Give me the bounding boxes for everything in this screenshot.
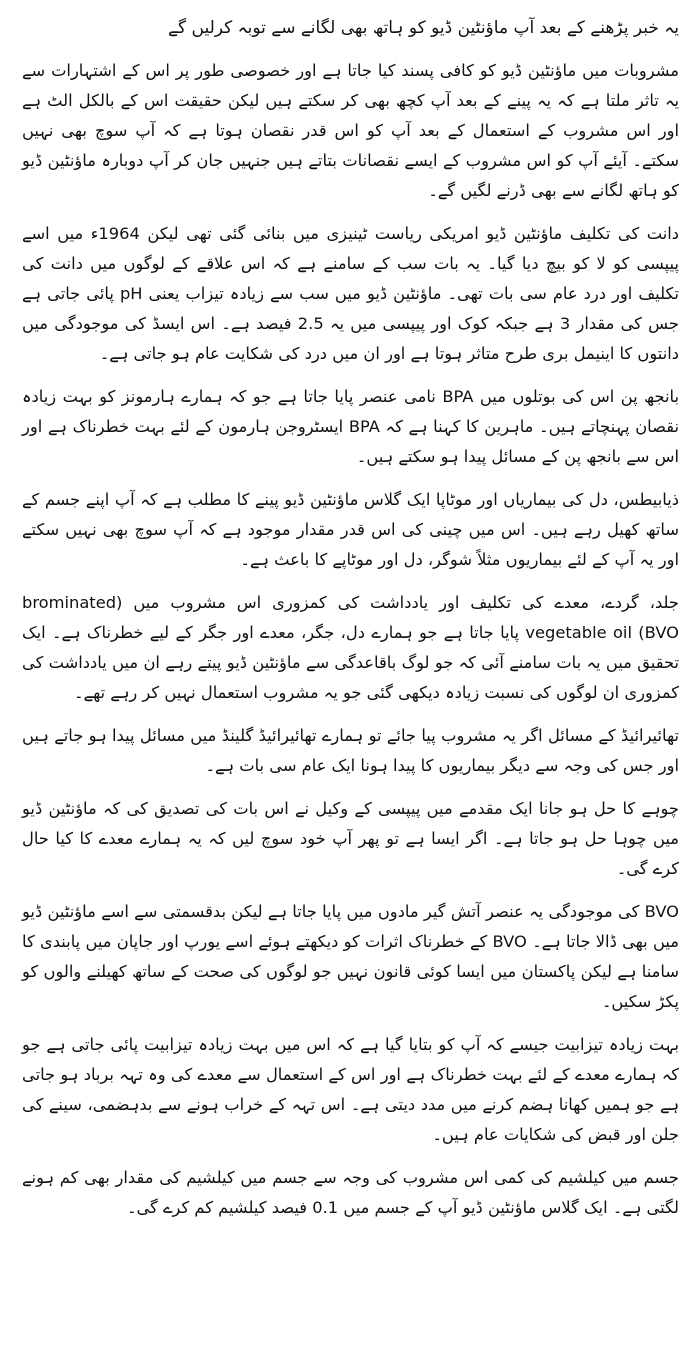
paragraph-intro: مشروبات میں ماؤنٹین ڈیو کو کافی پسند کیا جاتا ہے اور خصوصی طور پر اس کے اشتہارات سے یہ تاثر ملتا ہے کہ یہ پینے کے بعد آپ کچھ بھی کر سکتے ہیں لیکن حقیقت اس کے بالکل الٹ ہے اور اس مشروب کے استعمال کے بعد آپ کو اس قدر نقصان ہوتا ہے کہ آپ سوچ بھی نہیں سکتے۔ آیئے آپ کو اس مشروب کے ایسے نقصانات بتاتے ہیں جنہیں جان کر آپ دوبارہ ماؤنٹین ڈیو کو ہاتھ لگانے سے بھی ڈرنے لگیں گے۔ (22, 61, 680, 200)
paragraph-diabetes: ذیابیطس، دل کی بیماریاں اور موٹاپا ایک گلاس ماؤنٹین ڈیو پینے کا مطلب ہے کہ آپ اپنے جسم کے ساتھ کھیل رہے ہیں۔ اس میں چینی کی اس قدر مقدار موجود ہے کہ آپ سوچ بھی نہیں سکتے اور یہ آپ کے لئے بیماریوں مثلاً شوگر، دل اور موٹاپے کا باعث ہے۔ (22, 490, 679, 569)
paragraph-bvo: BVO کی موجودگی یہ عنصر آتش گیر مادوں میں پایا جاتا ہے لیکن بدقسمتی سے اسے ماؤنٹین ڈیو میں بھی ڈالا جاتا ہے۔ BVO کے خطرناک اثرات کو دیکھتے ہوئے اسے یورپ اور جاپان میں پابندی کا سامنا ہے لیکن پاکستان میں ایسا کوئی قانون نہیں جو لوگوں کی صحت کے ساتھ کھیلنے والوں کو پکڑ سکیں۔ (22, 902, 679, 1011)
paragraph-bvo-memory: جلد، گردے، معدے کی تکلیف اور یادداشت کی کمزوری اس مشروب میں (brominated vegetable oil (BVO پایا جاتا ہے جو ہمارے دل، جگر، معدے اور جگر کے لیے خطرناک ہے۔ ایک تحقیق میں یہ بات سامنے آئی کہ جو لوگ باقاعدگی سے ماؤنٹین ڈیو پیتے رہے ان میں یادداشت کی کمزوری ان لوگوں کی نسبت زیادہ دیکھی گئی جو یہ مشروب استعمال نہیں کر رہے تھے۔ (22, 593, 679, 702)
paragraph-acidity: بہت زیادہ تیزابیت جیسے کہ آپ کو بتایا گیا ہے کہ اس میں بہت زیادہ تیزابیت پائی جاتی ہے جو کہ ہمارے معدے کے لئے بہت خطرناک ہے اور اس کے استعمال سے معدے کی وہ تہہ برباد ہو جاتی ہے جو ہمیں کھانا ہضم کرنے میں مدد دیتی ہے۔ اس تہہ کے خراب ہونے سے بدہضمی، سینے کی جلن اور قبض کی شکایات عام ہیں۔ (22, 1035, 679, 1144)
article-headline: یہ خبر پڑھنے کے بعد آپ ماؤنٹین ڈیو کو ہاتھ بھی لگانے سے توبہ کرلیں گے (168, 18, 679, 38)
paragraph-thyroid: تھائیرائیڈ کے مسائل اگر یہ مشروب پیا جائے تو ہمارے تھائیرائیڈ گلینڈ میں مسائل پیدا ہو جاتے ہیں اور جس کی وجہ سے دیگر بیماریوں کا پیدا ہونا ایک عام سی بات ہے۔ (22, 726, 679, 775)
paragraph-mouse: چوہے کا حل ہو جانا ایک مقدمے میں پیپسی کے وکیل نے اس بات کی تصدیق کی کہ ماؤنٹین ڈیو میں چوہا حل ہو جاتا ہے۔ اگر ایسا ہے تو پھر آپ خود سوچ لیں کہ یہ ہمارے معدے کا کیا حال کرے گی۔ (22, 799, 679, 878)
paragraph-infertility: بانجھ پن اس کی بوتلوں میں BPA نامی عنصر پایا جاتا ہے جو کہ ہمارے ہارمونز کو بہت زیادہ نقصان پہنچاتے ہیں۔ ماہرین کا کہنا ہے کہ BPA ایسٹروجن ہارمون کے لئے بہت خطرناک ہے اور اس سے بانجھ پن کے مسائل پیدا ہو سکتے ہیں۔ (22, 387, 680, 466)
paragraph-teeth: دانت کی تکلیف ماؤنٹین ڈیو امریکی ریاست ٹینیزی میں بنائی گئی تھی لیکن 1964ء میں اسے پیپسی کو لا کو بیچ دیا گیا۔ یہ بات سب کے سامنے ہے کہ اس علاقے کے لوگوں میں دانت کی تکلیف اور درد عام سی بات تھی۔ ماؤنٹین ڈیو میں سب سے زیادہ تیزاب یعنی pH پائی جاتی ہے جس کی مقدار 3 ہے جبکہ کوک اور پیپسی میں یہ 2.5 فیصد ہے۔ اس ایسڈ کی موجودگی میں دانتوں کا اینیمل بری طرح متاثر ہوتا ہے اور ان میں درد کی شکایت عام ہو جاتی ہے۔ (22, 224, 679, 363)
paragraph-calcium: جسم میں کیلشیم کی کمی اس مشروب کی وجہ سے جسم میں کیلشیم کی مقدار بھی کم ہونے لگتی ہے۔ ایک گلاس ماؤنٹین ڈیو آپ کے جسم میں 0.1 فیصد کیلشیم کم کرے گی۔ (22, 1168, 679, 1217)
